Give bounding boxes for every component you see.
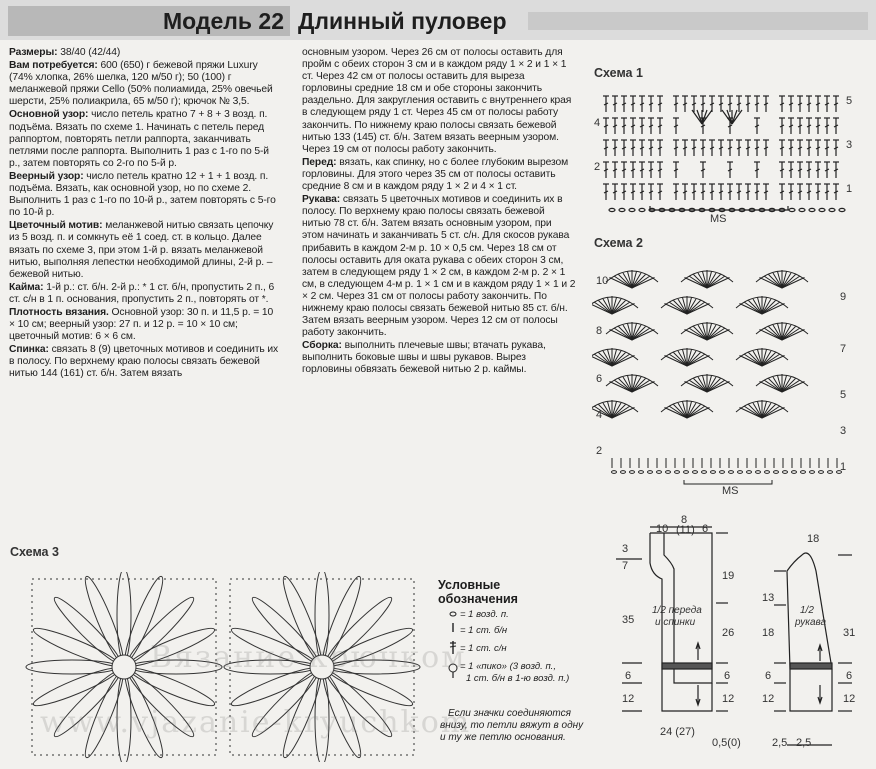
scheme2-row-left: 8 bbox=[596, 325, 603, 337]
col1-paragraph bbox=[9, 307, 281, 343]
paragraph-text: меланжевой нитью связать цепочку из 5 возд. п. и сомкнуть её 1 соед. ст. в кольцо. Далее вязать по схеме 3, при этом 1-й р. вязать меланжевой нитью, выполняя лепестки необходимой длины, 2-й р. – бежевой нитью. bbox=[9, 220, 274, 280]
pattern2-dim-bottom-1: 2,5 bbox=[772, 737, 788, 749]
col2-paragraph bbox=[302, 157, 576, 193]
paragraph-text: выполнить плечевые швы; втачать рукава, выполнить боковые швы и швы рукавов. Вырез горловины обвязать бежевой нитью 2 р. каймы. bbox=[302, 340, 546, 376]
scheme2-row-left: 4 bbox=[596, 409, 603, 421]
pattern2-dim-left-4: 12 bbox=[762, 693, 775, 705]
legend-title-line2: обозначения bbox=[438, 592, 518, 606]
col1-paragraph bbox=[9, 171, 281, 219]
pattern1-label-1: 1/2 переда bbox=[652, 605, 702, 616]
paragraph-text: 1-й р.: ст. б/н. 2-й р.: * 1 ст. б/н, пропустить 2 п., 6 ст. с/н в 1 п. основания, пропустить 2 п., повторять от *. bbox=[9, 281, 275, 305]
col1-paragraph bbox=[9, 344, 281, 380]
scheme1-row-4: 4 bbox=[594, 117, 601, 129]
legend-title-line1: Условные bbox=[438, 578, 501, 592]
pattern1-dim-top-1: 10 bbox=[656, 523, 669, 535]
scheme2-row-left: 2 bbox=[596, 445, 603, 457]
scheme2-diagram bbox=[592, 258, 876, 498]
scheme2-row-right: 7 bbox=[840, 343, 847, 355]
legend-note-line1: Если значки соединяются bbox=[448, 708, 571, 719]
paragraph-text: число петель кратно 7 + 8 + 3 возд. п. подъёма. Вязать по схеме 1. Начинать с петель перед раппортом, повторять петли раппорта, заканчивать петлями после раппорта. Выполнить 1 раз с 1-го по 5-й р., затем повторять со 2-го по 5-й р. bbox=[9, 109, 269, 169]
sleeve-flower-band bbox=[790, 663, 832, 669]
pattern2-dim-top: 18 bbox=[807, 533, 820, 545]
pattern1-label-2: и спинки bbox=[655, 617, 696, 628]
paragraph-heading: Кайма: bbox=[9, 281, 44, 293]
paragraph-text: 600 (650) г бежевой пряжи Luxury (74% хлопка, 26% шелка, 120 м/50 г); 50 (100) г меланжевой пряжи Cello (50% полиамида, 25% овечьей шерсти, 25% полиакрила, 65 м/50 г); крючок № 3,5. bbox=[9, 60, 273, 108]
page-title: Длинный пуловер bbox=[298, 8, 507, 34]
col2-paragraph bbox=[302, 340, 576, 376]
header-decor-bar bbox=[528, 12, 868, 30]
legend-single-crochet: = 1 ст. б/н bbox=[460, 625, 508, 636]
pattern1-dim-left-4: 6 bbox=[625, 670, 632, 682]
scheme3-title: Схема 3 bbox=[10, 545, 59, 559]
pattern1-dim-left-5: 12 bbox=[622, 693, 635, 705]
pattern2-dim-right-1: 31 bbox=[843, 627, 856, 639]
legend-double-crochet: = 1 ст. с/н bbox=[460, 643, 507, 654]
text-column-1 bbox=[9, 47, 281, 382]
col1-paragraph bbox=[9, 60, 281, 108]
scheme2-row-right: 3 bbox=[840, 425, 847, 437]
pattern2-label-2: рукава bbox=[795, 617, 827, 628]
pattern-diagrams bbox=[612, 515, 876, 769]
paragraph-text: 38/40 (42/44) bbox=[57, 47, 121, 58]
scheme1-ms: MS bbox=[710, 213, 727, 222]
legend-chain: = 1 возд. п. bbox=[460, 609, 509, 620]
sleeve-outline bbox=[787, 553, 832, 711]
paragraph-text: основным узором. Через 26 см от полосы оставить для пройм с обеих сторон 3 см и в каждом ряду 1 × 2 и 1 × 1 ст. Через 42 см от полосы оставить для выреза горловины средние 18 см и обе стороны закончить раздельно. Для закругления оставить с внутреннего края в следующем ряду 1 ст. Через 45 см от полосы работу закончить. По нижнему краю полосы связать бежевой нитью 133 (145) ст. б/н. Затем вязать веерным узором. Через 19 см от полосы работу закончить. bbox=[302, 47, 572, 155]
scheme2-row-right: 9 bbox=[840, 291, 847, 303]
pattern2-dim-left-3: 6 bbox=[765, 670, 772, 682]
col1-paragraph bbox=[9, 220, 281, 280]
pattern1-dim-top-2: 8 bbox=[681, 514, 688, 526]
model-number: Модель 22 bbox=[162, 8, 284, 34]
legend-title bbox=[438, 578, 518, 606]
model-number-banner bbox=[8, 6, 290, 36]
pattern1-dim-top-4: 6 bbox=[702, 523, 709, 535]
pattern1-dim-right-3: 6 bbox=[724, 670, 731, 682]
pattern2-dim-bottom-2: 2,5 bbox=[796, 737, 812, 749]
scheme1-row-3: 3 bbox=[846, 139, 853, 151]
pattern2-dim-right-3: 12 bbox=[843, 693, 856, 705]
paragraph-heading: Размеры: bbox=[9, 47, 58, 58]
scheme2-row-left: 6 bbox=[596, 373, 603, 385]
pattern1-dim-bottom-1: 24 (27) bbox=[660, 726, 695, 738]
legend-note-line3: и ту же петлю основания. bbox=[440, 732, 566, 743]
pattern2-dim-right-2: 6 bbox=[846, 670, 853, 682]
pattern1-dim-right-2: 26 bbox=[722, 627, 735, 639]
scheme1-row-5: 5 bbox=[846, 95, 853, 107]
paragraph-heading: Спинка: bbox=[9, 344, 49, 356]
paragraph-heading: Веерный узор: bbox=[9, 170, 84, 182]
paragraph-heading: Цветочный мотив: bbox=[9, 220, 103, 232]
paragraph-text: связать 5 цветочных мотивов и соединить их в полосу. По верхнему краю полосы связать бежевой нитью 78 ст. б/н. Затем вязать основным узором, при этом начинать и заканчивать 5 ст. с/н. Для скосов рукава прибавить в каждом 2-м р. 10 × 0,5 см. Через 18 см от полосы оставить для оката рукава с обеих сторон 3 см, затем в следующем ряду 1 × 2 см, в каждом 2-м р. 2 × 1 см, в следующем 4-м р. 1 × 1 см и в каждом ряду 1 × 1 и 2 × 2 см. Через 31 см от полосы работу закончить. По нижнему краю полосы связать бежевой нитью 85 ст. б/н. Затем вязать веерным узором. Через 12 см от полосы работу закончить. bbox=[302, 194, 576, 339]
scheme2-row-left: 10 bbox=[596, 275, 609, 287]
paragraph-text: Основной узор: 30 п. и 11,5 р. = 10 × 10 см; веерный узор: 27 п. и 12 р. = 10 × 10 см; цветочный мотив: 6 × 6 см. bbox=[9, 306, 274, 343]
pattern1-dim-left-1: 3 bbox=[622, 543, 629, 555]
pattern2-label-1: 1/2 bbox=[800, 605, 814, 616]
scheme1-row-2: 2 bbox=[594, 161, 601, 173]
paragraph-heading: Вам потребуется: bbox=[9, 60, 98, 72]
paragraph-heading: Основной узор: bbox=[9, 109, 89, 121]
watermark-line2: www.vjazanie-kryuchkom bbox=[40, 705, 472, 740]
pattern1-dim-left-3: 35 bbox=[622, 614, 635, 626]
chain-stitch-symbol bbox=[450, 612, 456, 616]
pattern1-dim-left-2: 7 bbox=[622, 560, 629, 572]
scheme2-row-right: 5 bbox=[840, 389, 847, 401]
paragraph-text: число петель кратно 12 + 1 + 1 возд. п. подъёма. Вязать, как основной узор, но по схеме 2. Выполнить 1 раз с 1-го по 10-й р., затем повторять с 5-го по 10-й р. bbox=[9, 170, 276, 219]
pattern1-dim-top-3: (11) bbox=[676, 524, 695, 536]
front-flower-band bbox=[662, 663, 712, 669]
scheme2-title: Схема 2 bbox=[594, 236, 643, 250]
scheme2-row-right: 1 bbox=[840, 461, 847, 473]
scheme1-row-1: 1 bbox=[846, 183, 853, 195]
paragraph-heading: Плотность вязания. bbox=[9, 306, 109, 318]
col1-paragraph bbox=[9, 47, 281, 59]
paragraph-heading: Сборка: bbox=[302, 340, 342, 352]
pattern2-dim-left-1: 13 bbox=[762, 592, 775, 604]
text-column-2 bbox=[302, 47, 576, 378]
pattern2-dim-left-2: 18 bbox=[762, 627, 775, 639]
col1-paragraph bbox=[9, 282, 281, 306]
pattern1-dim-bottom-2: 0,5(0) bbox=[712, 737, 741, 749]
paragraph-text: вязать, как спинку, но с более глубоким вырезом горловины. Для этого через 35 см от полосы оставить средние 8 см и в каждом ряду 1 × 2 и 4 × 1 ст. bbox=[302, 156, 569, 193]
pattern1-dim-right-1: 19 bbox=[722, 570, 735, 582]
legend-picot-line1: = 1 «пико» (3 возд. п., bbox=[460, 661, 556, 672]
legend-note-line2: внизу, то петли вяжут в одну bbox=[440, 720, 584, 731]
watermark-line1: Вязание крючком bbox=[150, 640, 467, 675]
paragraph-heading: Перед: bbox=[302, 156, 337, 168]
scheme1-title: Схема 1 bbox=[594, 66, 643, 80]
paragraph-heading: Рукава: bbox=[302, 194, 341, 206]
paragraph-text: связать 8 (9) цветочных мотивов и соединить их в полосу. По верхнему краю полосы связать бежевой нитью 144 (161) ст. б/н. Затем вязать bbox=[9, 344, 279, 380]
col2-paragraph bbox=[302, 194, 576, 339]
scheme1-diagram bbox=[592, 82, 876, 222]
scheme2-ms: MS bbox=[722, 485, 739, 497]
col1-paragraph bbox=[9, 109, 281, 169]
pattern1-dim-right-4: 12 bbox=[722, 693, 735, 705]
col2-paragraph bbox=[302, 47, 576, 156]
legend-picot-line2: 1 ст. б/н в 1-ю возд. п.) bbox=[466, 673, 570, 684]
